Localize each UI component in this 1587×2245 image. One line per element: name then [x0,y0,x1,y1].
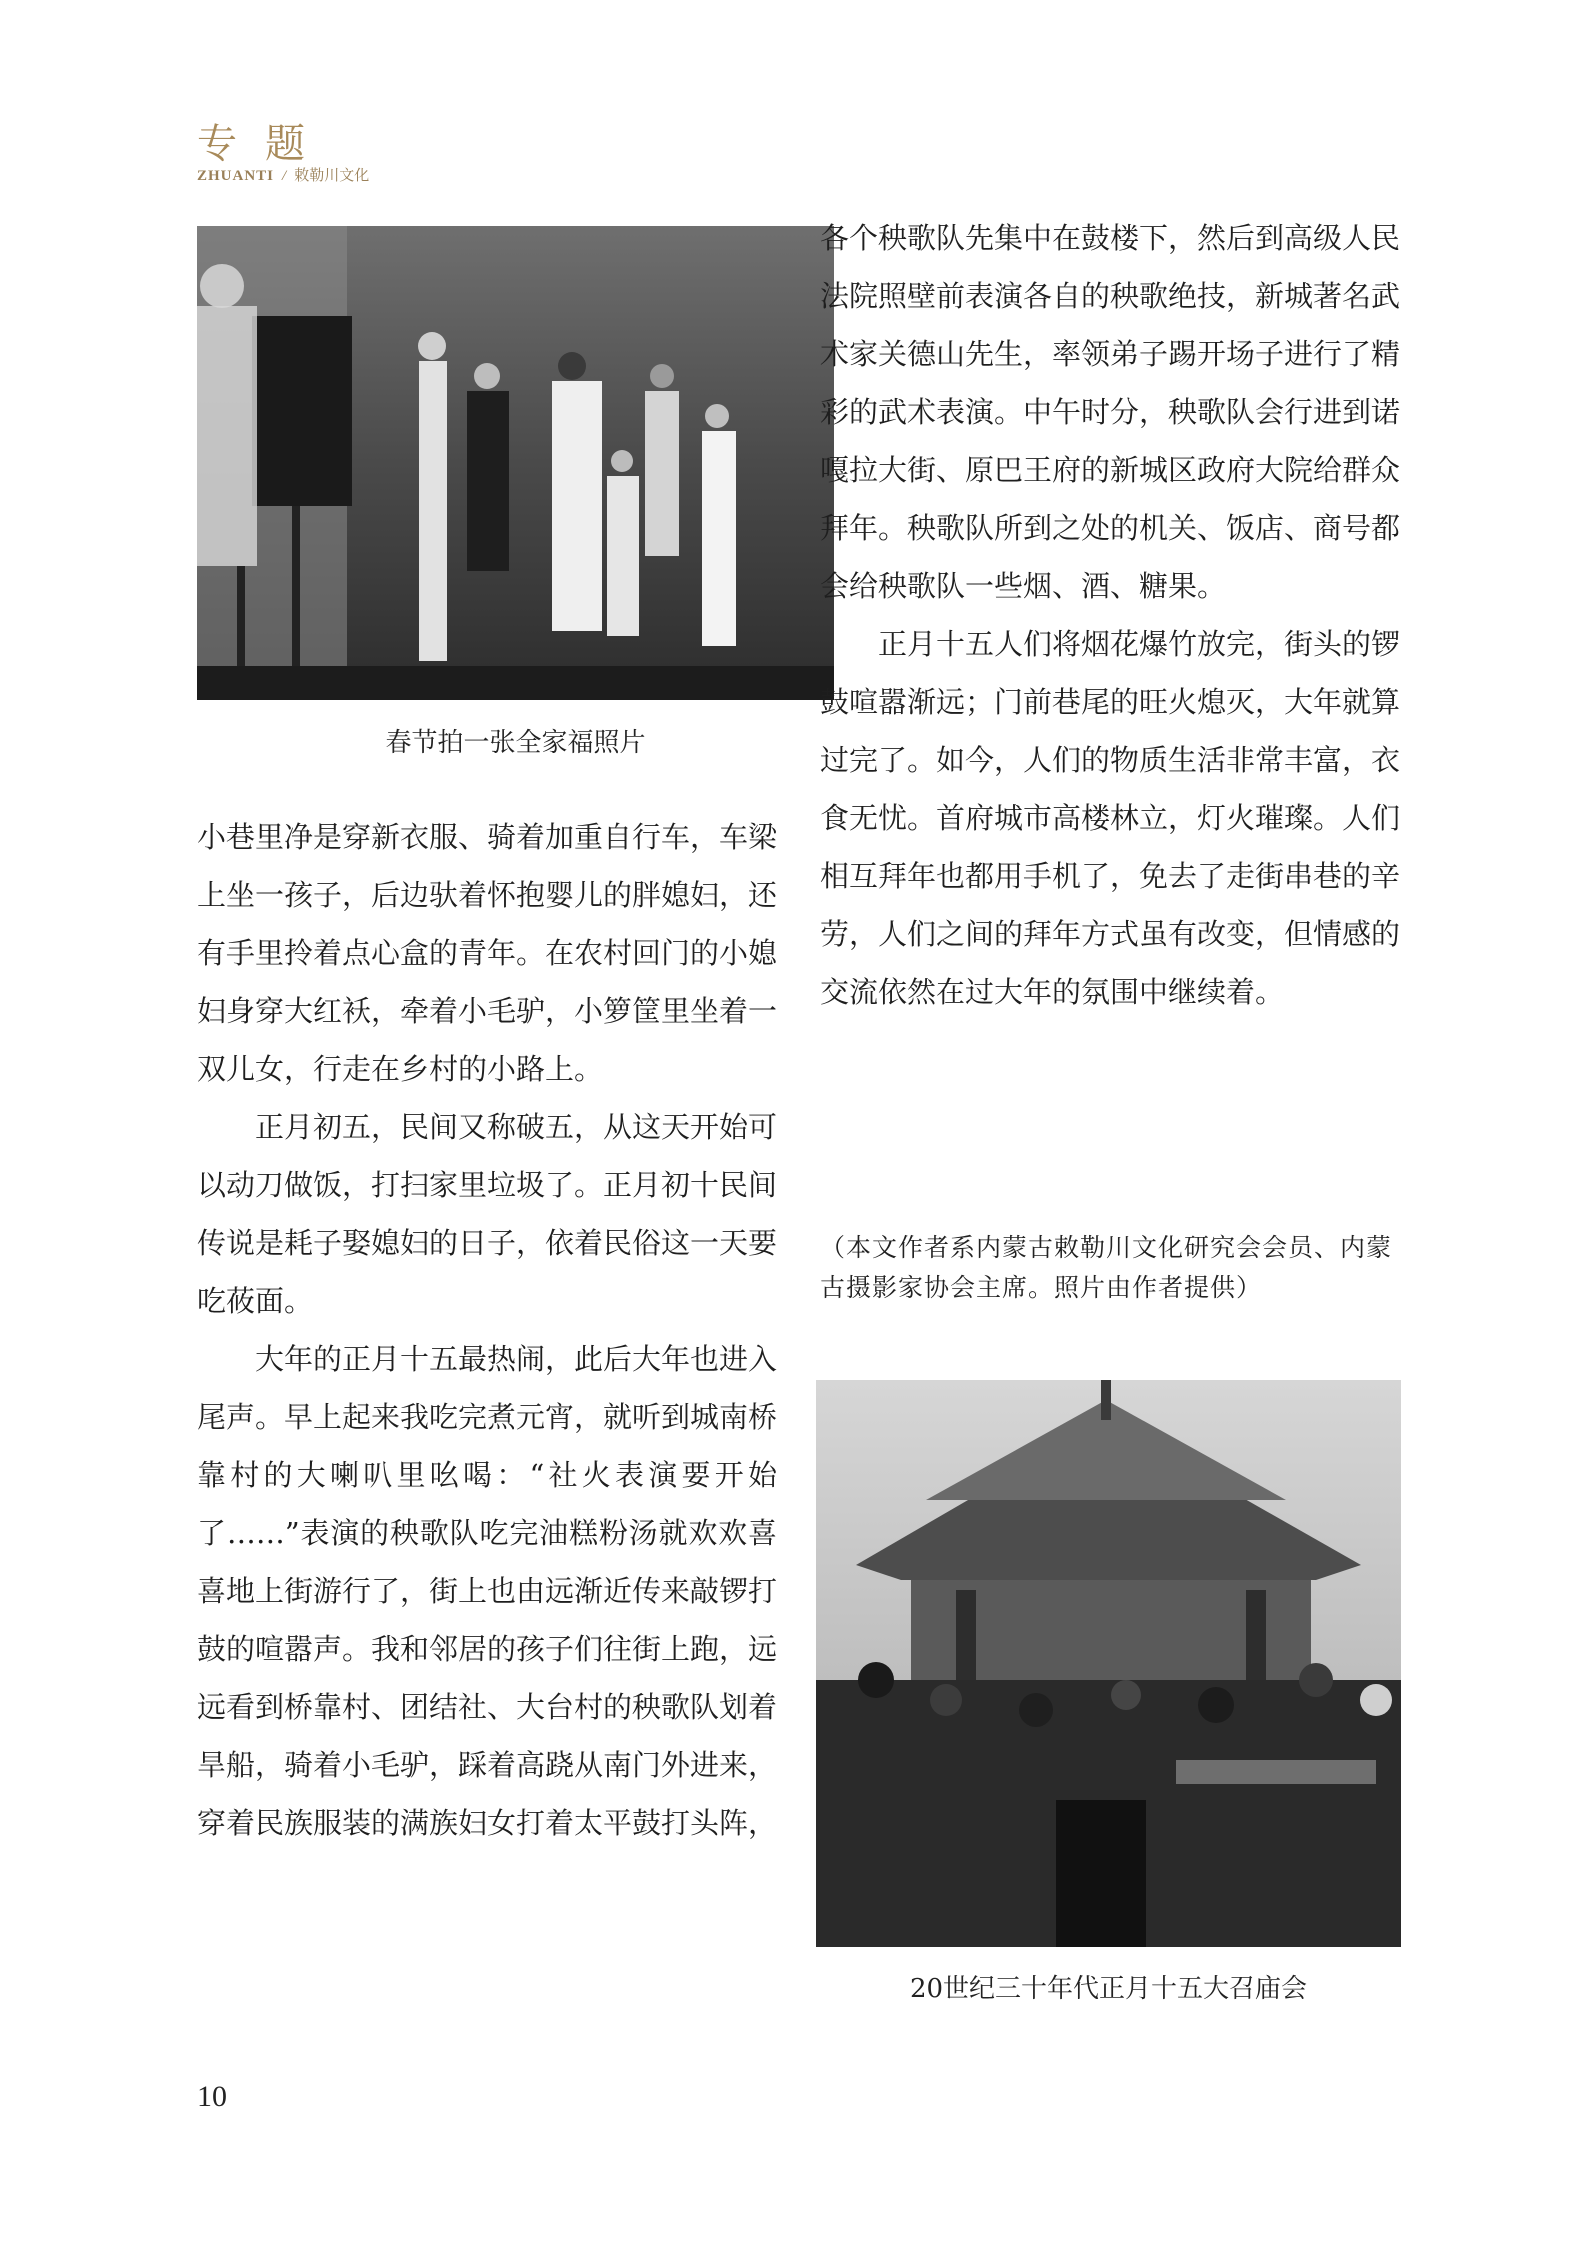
paragraph: 大年的正月十五最热闹，此后大年也进入尾声。早上起来我吃完煮元宵，就听到城南桥靠村的大喇叭里吆喝：“社火表演要开始了……”表演的秧歌队吃完油糕粉汤就欢欢喜喜地上街游行了，街上也由远渐近传来敲锣打鼓的喧嚣声。我和邻居的孩子们往街上跑，远远看到桥靠村、团结社、大台村的秧歌队划着旱船，骑着小毛驴，踩着高跷从南门外进来，穿着民族服装的满族妇女打着太平鼓打头阵， [197,1342,778,1840]
divider-slash: / [282,168,287,184]
paragraph: 各个秧歌队先集中在鼓楼下，然后到高级人民法院照壁前表演各自的秧歌绝技，新城著名武术家关德山先生，率领弟子踢开场子进行了精彩的武术表演。中午时分，秧歌队会行进到诺嘎拉大街、原巴王府的新城区政府大院给群众拜年。秧歌队所到之处的机关、饭店、商号都会给秧歌队一些烟、酒、糖果。 [820,221,1401,603]
paragraph: 正月十五人们将烟花爆竹放完，街头的锣鼓喧嚣渐远；门前巷尾的旺火熄灭，大年就算过完了。如今，人们的物质生活非常丰富，衣食无忧。首府城市高楼林立，灯火璀璨。人们相互拜年也都用手机了，免去了走街串巷的辛劳，人们之间的拜年方式虽有改变，但情感的交流依然在过大年的氛围中继续着。 [820,627,1401,1009]
family-portrait-photo [197,226,834,700]
family-portrait-caption: 春节拍一张全家福照片 [385,728,646,758]
temple-fair-photo [816,1380,1401,1947]
section-title: 专题 [197,121,333,167]
section-subtitle [197,164,369,185]
left-text-column [197,808,777,1852]
section-subtitle-cn: 敕勒川文化 [294,168,370,184]
paragraph: 正月初五，民间又称破五，从这天开始可以动刀做饭，打扫家里垃圾了。正月初十民间传说是耗子娶媳妇的日子，依着民俗这一天要吃莜面。 [197,1110,778,1318]
author-note: （本文作者系内蒙古敕勒川文化研究会会员、内蒙古摄影家协会主席。照片由作者提供） [820,1233,1393,1302]
section-subtitle-en: ZHUANTI [197,168,275,184]
page-number: 10 [197,2080,227,2113]
right-text-column [820,209,1400,1021]
paragraph: 小巷里净是穿新衣服、骑着加重自行车，车梁上坐一孩子，后边驮着怀抱婴儿的胖媳妇，还有手里拎着点心盒的青年。在农村回门的小媳妇身穿大红袄，牵着小毛驴，小箩筐里坐着一双儿女，行走在乡村的小路上。 [197,820,778,1086]
temple-fair-caption: 20世纪三十年代正月十五大召庙会 [909,1974,1308,2004]
